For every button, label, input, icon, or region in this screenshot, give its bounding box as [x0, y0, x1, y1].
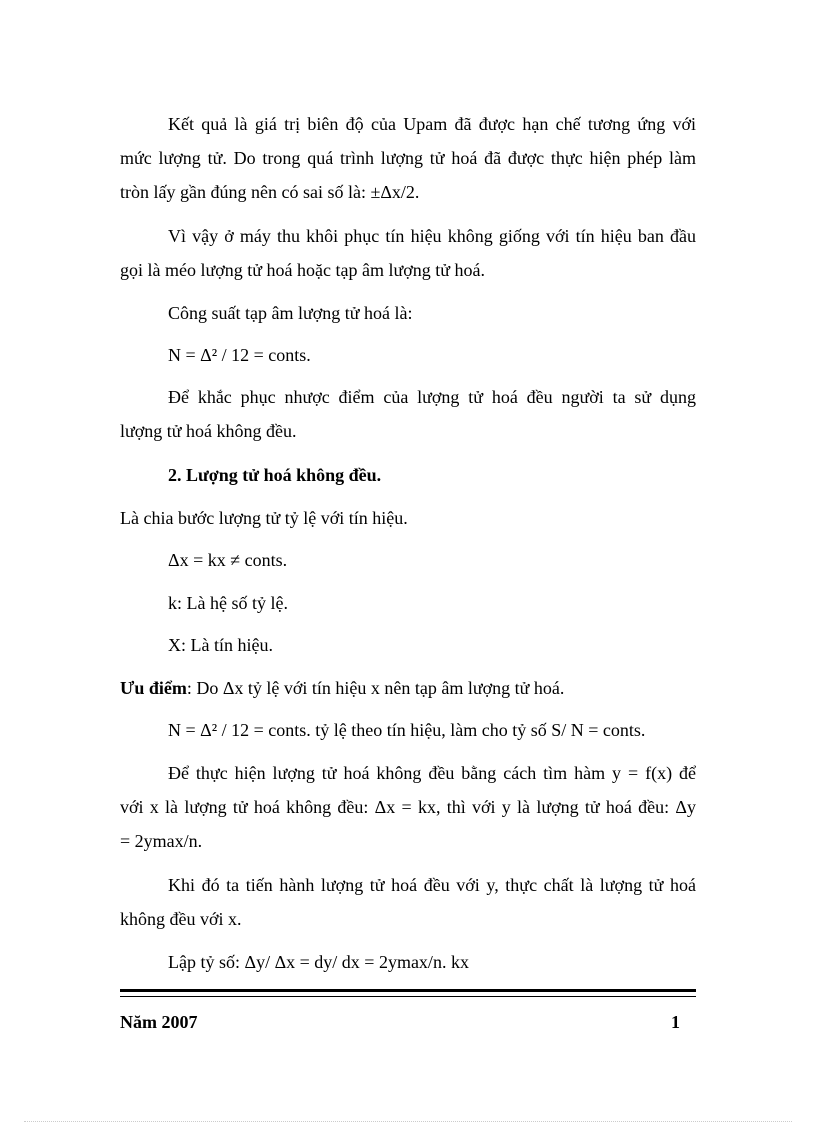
footer-rule-thick [120, 989, 696, 992]
paragraph-line: Để khắc phục nhược điểm của lượng tử hoá đều người ta sử dụng [168, 387, 696, 407]
paragraph-line: Để thực hiện lượng tử hoá không đều bằng cách tìm hàm y = f(x) để [168, 763, 696, 783]
footer-rule-thin [120, 996, 696, 997]
paragraph-line: không đều với x. [120, 909, 242, 929]
advantage-line [120, 677, 564, 699]
paragraph-line: tròn lấy gần đúng nên có sai số là: ±Δx/2. [120, 182, 420, 202]
paragraph-line: Vì vậy ở máy thu khôi phục tín hiệu không giống với tín hiệu ban đầu [168, 226, 696, 246]
paragraph-line: Kết quả là giá trị biên độ của Upam đã được hạn chế tương ứng với [168, 114, 696, 134]
formula-line: N = Δ² / 12 = conts. [168, 345, 311, 365]
section-heading: 2. Lượng tử hoá không đều. [168, 465, 382, 485]
page-number: 1 [671, 1012, 680, 1032]
paragraph-line: với x là lượng tử hoá không đều: Δx = kx, thì với y là lượng tử hoá đều: Δy [120, 797, 696, 817]
footer-year: Năm 2007 [120, 1012, 198, 1032]
formula-line: Δx = kx ≠ conts. [168, 550, 288, 570]
advantage-text: : Do Δx tỷ lệ với tín hiệu x nên tạp âm lượng tử hoá. [186, 678, 565, 698]
paragraph-line: Công suất tạp âm lượng tử hoá là: [168, 303, 413, 323]
paragraph-line: mức lượng tử. Do trong quá trình lượng tử hoá đã được thực hiện phép làm [120, 148, 696, 168]
paragraph-line: Khi đó ta tiến hành lượng tử hoá đều với y, thực chất là lượng tử hoá [168, 875, 696, 895]
paragraph-line: gọi là méo lượng tử hoá hoặc tạp âm lượng tử hoá. [120, 260, 485, 280]
page-edge-dotted-line [24, 1121, 792, 1122]
definition-line: k: Là hệ số tỷ lệ. [168, 593, 288, 613]
definition-line: X: Là tín hiệu. [168, 635, 273, 655]
paragraph-line: = 2ymax/n. [120, 831, 203, 851]
paragraph-line: lượng tử hoá không đều. [120, 421, 297, 441]
formula-line: Lập tỷ số: Δy/ Δx = dy/ dx = 2ymax/n. kx [168, 952, 469, 972]
paragraph-line: Là chia bước lượng tử tỷ lệ với tín hiệu. [120, 508, 408, 528]
advantage-label: Ưu điểm [120, 678, 187, 698]
paragraph-line: N = Δ² / 12 = conts. tỷ lệ theo tín hiệu, làm cho tỷ số S/ N = conts. [168, 720, 646, 740]
